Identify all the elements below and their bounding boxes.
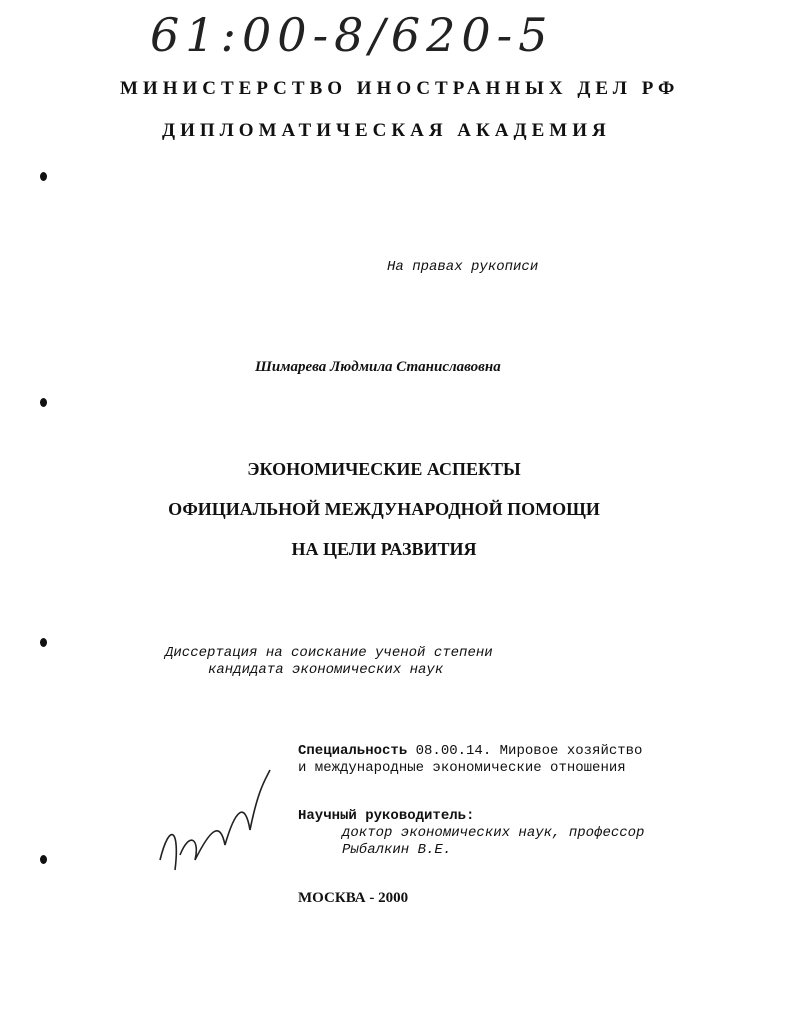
advisor-name: Рыбалкин В.Е.	[342, 842, 452, 858]
advisor-label: Научный руководитель:	[298, 808, 475, 824]
dissertation-line-1: Диссертация на соискание ученой степени	[165, 645, 493, 661]
dissertation-line-2: кандидата экономических наук	[208, 662, 444, 678]
thesis-title-line-1: ЭКОНОМИЧЕСКИЕ АСПЕКТЫ	[247, 459, 521, 479]
binding-hole-mark	[40, 398, 47, 407]
academy-heading: ДИПЛОМАТИЧЕСКАЯ АКАДЕМИЯ	[162, 120, 611, 141]
advisor-degree: доктор экономических наук, профессор	[342, 825, 645, 841]
thesis-title-line-2: ОФИЦИАЛЬНОЙ МЕЖДУНАРОДНОЙ ПОМОЩИ	[168, 499, 600, 519]
thesis-title-line-3: НА ЦЕЛИ РАЗВИТИЯ	[291, 539, 477, 559]
binding-hole-mark	[40, 855, 47, 864]
specialty-value: 08.00.14. Мировое хозяйство	[415, 743, 643, 759]
specialty-line-1	[298, 743, 642, 759]
ministry-heading: МИНИСТЕРСТВО ИНОСТРАННЫХ ДЕЛ РФ	[120, 78, 680, 99]
binding-hole-mark	[40, 172, 47, 181]
author-name: Шимарева Людмила Станиславовна	[255, 359, 501, 375]
city-year: МОСКВА - 2000	[298, 890, 409, 906]
handwritten-signature	[150, 760, 280, 880]
specialty-label: Специальность	[298, 743, 408, 759]
specialty-line-2: и международные экономические отношения	[298, 760, 626, 776]
manuscript-note: На правах рукописи	[387, 259, 539, 275]
handwritten-catalog-code: 61:00-8/620-5	[150, 8, 554, 62]
binding-hole-mark	[40, 638, 47, 647]
